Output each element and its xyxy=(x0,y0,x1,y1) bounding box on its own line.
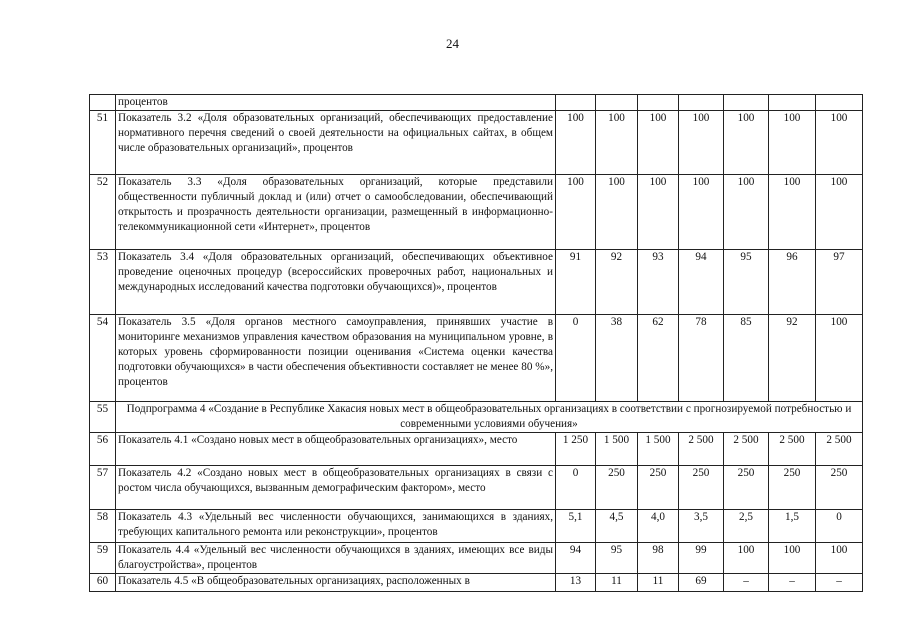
row-number-cell xyxy=(90,95,116,111)
value-cell: 0 xyxy=(816,510,863,543)
indicator-cell: Показатель 4.4 «Удельный вес численности обучающихся в зданиях, имеющих все виды благоустройства», процентов xyxy=(116,543,556,574)
indicator-cell: Показатель 4.5 «В общеобразовательных организациях, расположенных в xyxy=(116,574,556,592)
value-cell: 100 xyxy=(816,315,863,402)
value-cell: 2 500 xyxy=(769,433,816,466)
value-cell: 96 xyxy=(769,250,816,315)
indicator-cell: Показатель 4.3 «Удельный вес численности обучающихся, занимающихся в зданиях, требующих капитального ремонта или реконструкции», процентов xyxy=(116,510,556,543)
value-cell: 98 xyxy=(638,543,679,574)
row-number-cell: 56 xyxy=(90,433,116,466)
row-number-cell: 57 xyxy=(90,466,116,510)
value-cell: 100 xyxy=(556,175,596,250)
value-cell: 2 500 xyxy=(724,433,769,466)
value-cell: 250 xyxy=(724,466,769,510)
value-cell xyxy=(724,95,769,111)
value-cell: 62 xyxy=(638,315,679,402)
value-cell: 92 xyxy=(769,315,816,402)
value-cell: 11 xyxy=(638,574,679,592)
indicator-cell: процентов xyxy=(116,95,556,111)
value-cell: 100 xyxy=(638,111,679,175)
value-cell: 4,0 xyxy=(638,510,679,543)
value-cell: 99 xyxy=(679,543,724,574)
indicator-cell: Показатель 4.2 «Создано новых мест в общеобразовательных организациях в связи с ростом числа обучающихся, вызванным демографическим фактором», место xyxy=(116,466,556,510)
value-cell: 250 xyxy=(816,466,863,510)
row-number-cell: 52 xyxy=(90,175,116,250)
value-cell xyxy=(638,95,679,111)
table-row xyxy=(90,402,863,433)
value-cell: 250 xyxy=(596,466,638,510)
value-cell: 100 xyxy=(638,175,679,250)
value-cell: 85 xyxy=(724,315,769,402)
table-row xyxy=(90,95,863,111)
row-number-cell: 51 xyxy=(90,111,116,175)
value-cell xyxy=(556,95,596,111)
value-cell: 100 xyxy=(596,111,638,175)
value-cell: 100 xyxy=(816,175,863,250)
indicators-table xyxy=(89,94,863,592)
row-number-cell: 60 xyxy=(90,574,116,592)
value-cell xyxy=(769,95,816,111)
value-cell: 100 xyxy=(816,543,863,574)
subprogram-cell: Подпрограмма 4 «Создание в Республике Хакасия новых мест в общеобразовательных организациях в соответствии с прогнозируемой потребностью и современными условиями обучения» xyxy=(116,402,863,433)
indicator-cell: Показатель 3.2 «Доля образовательных организаций, обеспечивающих предоставление нормативного перечня сведений о своей деятельности на официальных сайтах, в общем числе образовательных организаций», процентов xyxy=(116,111,556,175)
value-cell: – xyxy=(769,574,816,592)
value-cell: 100 xyxy=(769,543,816,574)
value-cell: 1,5 xyxy=(769,510,816,543)
value-cell: 11 xyxy=(596,574,638,592)
value-cell: 3,5 xyxy=(679,510,724,543)
value-cell: 100 xyxy=(596,175,638,250)
value-cell: 69 xyxy=(679,574,724,592)
value-cell: 5,1 xyxy=(556,510,596,543)
value-cell: 250 xyxy=(679,466,724,510)
value-cell: 4,5 xyxy=(596,510,638,543)
value-cell: – xyxy=(816,574,863,592)
value-cell: 95 xyxy=(724,250,769,315)
value-cell: 92 xyxy=(596,250,638,315)
row-number-cell: 54 xyxy=(90,315,116,402)
table-row xyxy=(90,315,863,402)
table-row xyxy=(90,466,863,510)
value-cell: 0 xyxy=(556,315,596,402)
value-cell: 38 xyxy=(596,315,638,402)
table-row xyxy=(90,175,863,250)
table-row xyxy=(90,543,863,574)
value-cell: 13 xyxy=(556,574,596,592)
row-number-cell: 58 xyxy=(90,510,116,543)
row-number-cell: 59 xyxy=(90,543,116,574)
value-cell: 91 xyxy=(556,250,596,315)
value-cell: 100 xyxy=(679,175,724,250)
value-cell: – xyxy=(724,574,769,592)
value-cell: 2 500 xyxy=(816,433,863,466)
value-cell: 78 xyxy=(679,315,724,402)
value-cell: 100 xyxy=(556,111,596,175)
table-row xyxy=(90,111,863,175)
value-cell: 93 xyxy=(638,250,679,315)
table-row xyxy=(90,250,863,315)
value-cell xyxy=(679,95,724,111)
value-cell: 0 xyxy=(556,466,596,510)
value-cell: 250 xyxy=(638,466,679,510)
row-number-cell: 55 xyxy=(90,402,116,433)
table-row xyxy=(90,433,863,466)
value-cell: 97 xyxy=(816,250,863,315)
value-cell xyxy=(596,95,638,111)
value-cell: 100 xyxy=(679,111,724,175)
value-cell: 2,5 xyxy=(724,510,769,543)
value-cell: 95 xyxy=(596,543,638,574)
table-row xyxy=(90,574,863,592)
value-cell: 100 xyxy=(769,111,816,175)
value-cell: 250 xyxy=(769,466,816,510)
value-cell: 2 500 xyxy=(679,433,724,466)
indicator-cell: Показатель 4.1 «Создано новых мест в общеобразовательных организациях», место xyxy=(116,433,556,466)
value-cell: 94 xyxy=(679,250,724,315)
indicator-cell: Показатель 3.3 «Доля образовательных организаций, которые представили общественности публичный доклад и (или) отчет о самообследовании, обеспечивающий открытость и прозрачность деятельности организации, размещенный в информационно-телекоммуникационной сети «Интернет», процентов xyxy=(116,175,556,250)
value-cell: 94 xyxy=(556,543,596,574)
value-cell xyxy=(816,95,863,111)
table-body xyxy=(90,95,863,592)
page-number: 24 xyxy=(446,36,459,51)
table-row xyxy=(90,510,863,543)
indicator-cell: Показатель 3.5 «Доля органов местного самоуправления, принявших участие в мониторинге механизмов управления качеством образования на муниципальном уровне, в которых уровень сформированности позиции оценивания «Система оценки качества подготовки обучающихся» в части обеспечения объективности составляет не менее 80 %», процентов xyxy=(116,315,556,402)
value-cell: 1 250 xyxy=(556,433,596,466)
value-cell: 1 500 xyxy=(596,433,638,466)
value-cell: 100 xyxy=(724,175,769,250)
indicator-cell: Показатель 3.4 «Доля образовательных организаций, обеспечивающих объективное проведение оценочных процедур (всероссийских проверочных работ, национальных и международных исследований качества подготовки обучающихся)», процентов xyxy=(116,250,556,315)
value-cell: 100 xyxy=(724,111,769,175)
row-number-cell: 53 xyxy=(90,250,116,315)
value-cell: 100 xyxy=(769,175,816,250)
value-cell: 100 xyxy=(724,543,769,574)
value-cell: 1 500 xyxy=(638,433,679,466)
value-cell: 100 xyxy=(816,111,863,175)
